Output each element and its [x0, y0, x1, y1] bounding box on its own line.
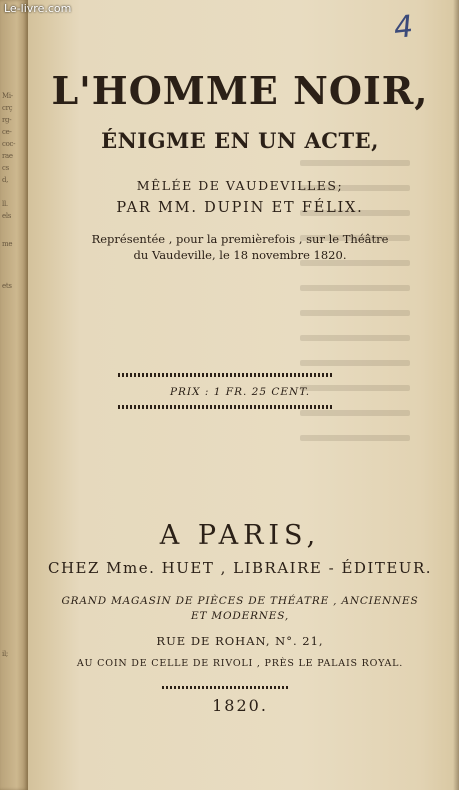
handwritten-number: 4: [392, 9, 415, 46]
corner-line: AU COIN DE CELLE DE RIVOLI , PRÈS LE PALAIS ROYAL.: [76, 658, 404, 669]
authors-line: PAR MM. DUPIN ET FÉLIX.: [116, 200, 364, 216]
left-page-edge: [0, 0, 28, 790]
spine-fragment: ll.: [2, 200, 8, 208]
spine-fragment: rg-: [2, 116, 12, 124]
spine-fragment: d,: [2, 176, 9, 184]
publisher-line: CHEZ Mme. HUET , LIBRAIRE - ÉDITEUR.: [47, 559, 433, 577]
ornament-rule: [118, 405, 332, 409]
shop-line1: GRAND MAGASIN DE PIÈCES DE THÉATRE , ANCIENNES: [61, 595, 419, 607]
watermark: Le-livre.com: [4, 2, 72, 15]
spine-fragment: Mi-: [2, 92, 13, 100]
spine-fragment: ets: [2, 282, 12, 290]
performance-note-line2: du Vaudeville, le 18 novembre 1820.: [133, 248, 347, 262]
spine-fragment: coc-: [2, 140, 16, 148]
spine-fragment: crç: [2, 104, 13, 112]
right-page-shadow: [453, 0, 459, 790]
ornament-rule: [162, 686, 288, 689]
shop-line2: ET MODERNES,: [191, 610, 289, 622]
book-title: L'HOMME NOIR,: [51, 68, 429, 113]
address-line: RUE DE ROHAN, N°. 21,: [156, 634, 324, 648]
spine-fragment: cs: [2, 164, 9, 172]
spine-fragment: me: [2, 240, 13, 248]
genre-line: MÊLÉE DE VAUDEVILLES;: [136, 178, 344, 193]
publication-year: 1820.: [212, 696, 268, 715]
ornament-rule: [118, 373, 332, 377]
spine-fragment: il;: [2, 650, 8, 658]
price-line: PRIX : 1 FR. 25 CENT.: [169, 386, 311, 398]
spine-fragment: rae: [2, 152, 13, 160]
performance-note-line1: Représentée , pour la premièrefois , sur le Théâtre: [91, 232, 389, 246]
spine-fragment: els: [2, 212, 12, 220]
book-subtitle: ÉNIGME EN UN ACTE,: [101, 128, 379, 153]
spine-fragment: ce-: [2, 128, 12, 136]
city-line: A PARIS,: [159, 520, 321, 551]
